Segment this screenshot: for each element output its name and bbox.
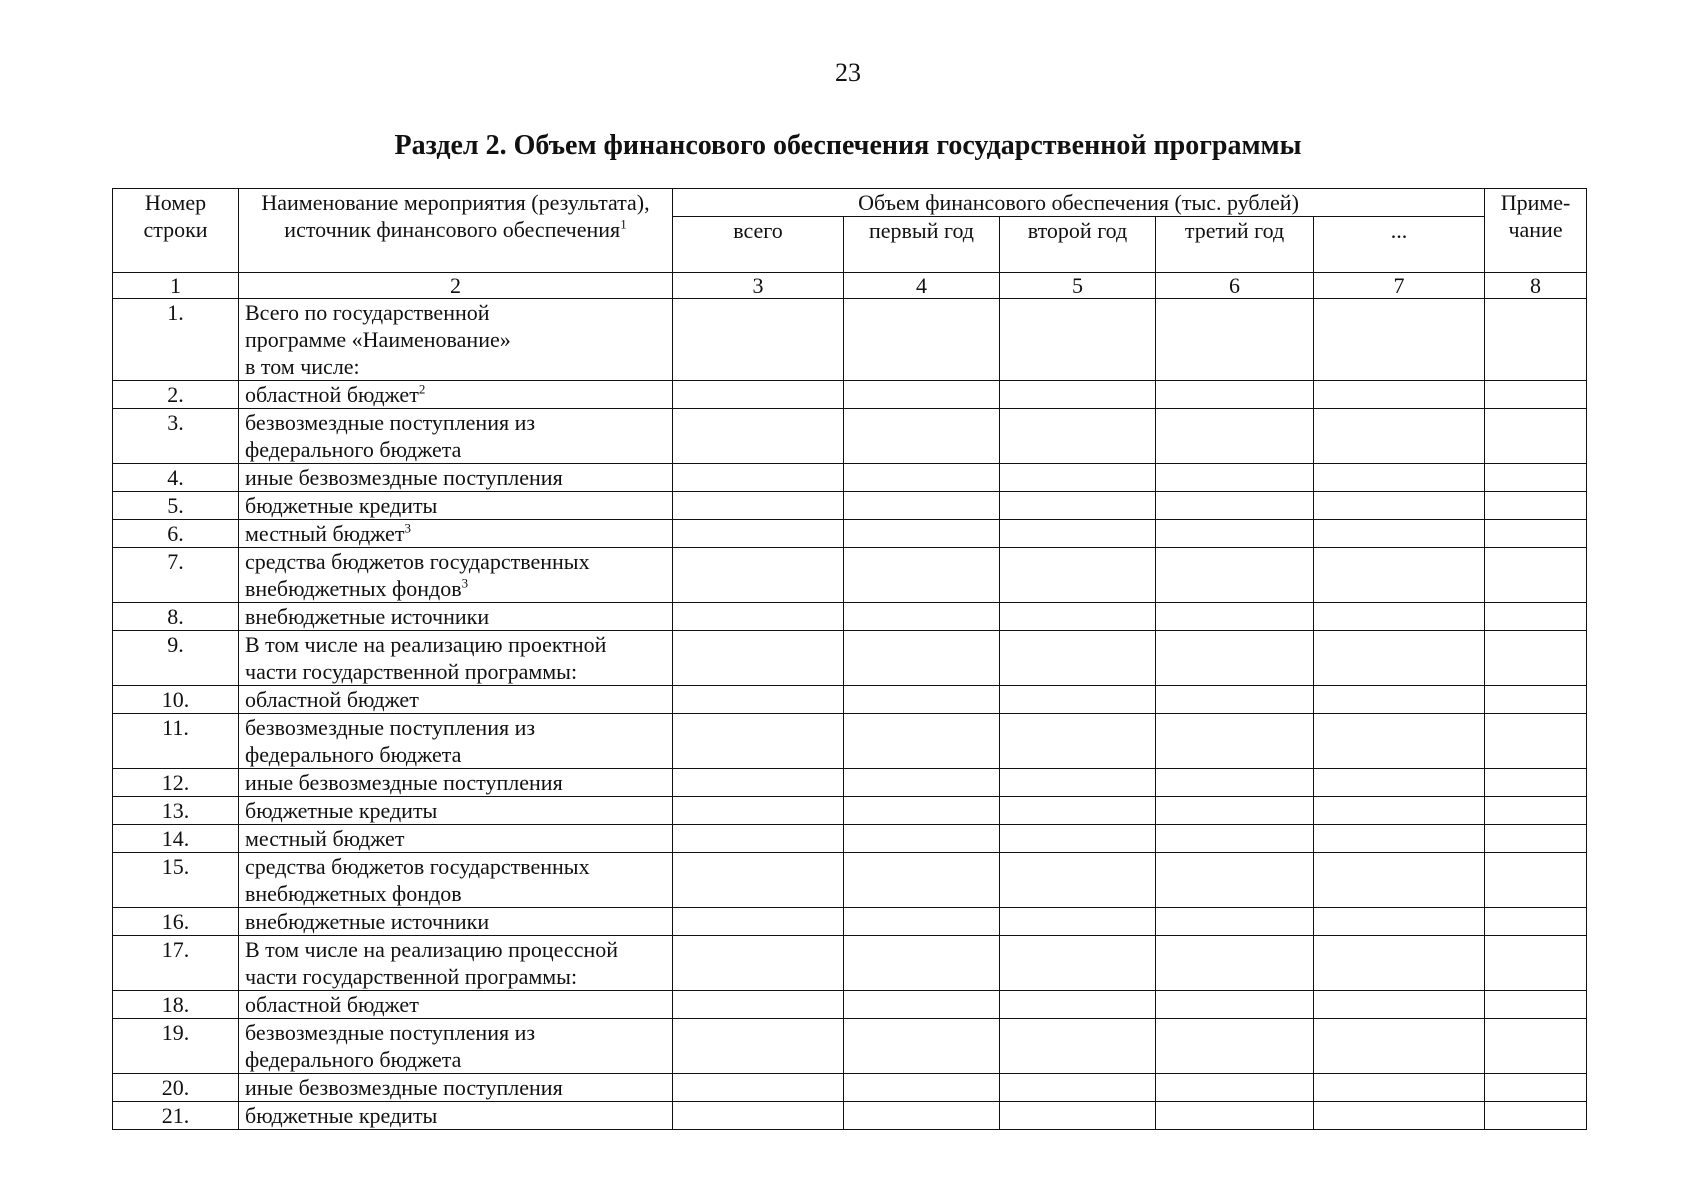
value-cell xyxy=(844,409,1000,464)
table-row xyxy=(113,492,1587,520)
column-number: 4 xyxy=(844,273,1000,299)
table-row xyxy=(113,631,1587,686)
value-cell xyxy=(844,631,1000,686)
value-cell xyxy=(1314,409,1485,464)
header-funding-group: Объем финансового обеспечения (тыс. рублей) xyxy=(673,189,1485,217)
row-name-text: внебюджетных фондов xyxy=(245,881,462,906)
row-name-line xyxy=(245,658,666,685)
value-cell xyxy=(1000,520,1156,548)
value-cell xyxy=(1156,492,1314,520)
table-row xyxy=(113,299,1587,381)
value-cell xyxy=(1156,464,1314,492)
value-cell xyxy=(673,769,844,797)
row-name-text: областной бюджет xyxy=(245,992,419,1017)
header-more: ... xyxy=(1314,217,1485,273)
value-cell xyxy=(1485,769,1587,797)
value-cell xyxy=(1314,991,1485,1019)
value-cell xyxy=(1314,797,1485,825)
value-cell xyxy=(1485,1019,1587,1074)
value-cell xyxy=(1156,1074,1314,1102)
value-cell xyxy=(1314,381,1485,409)
table-row xyxy=(113,686,1587,714)
value-cell xyxy=(1314,1102,1485,1130)
header-total: всего xyxy=(673,217,844,273)
row-name xyxy=(239,936,673,991)
value-cell xyxy=(1314,631,1485,686)
value-cell xyxy=(1000,1019,1156,1074)
value-cell xyxy=(1000,299,1156,381)
value-cell xyxy=(1000,936,1156,991)
header-year-3: третий год xyxy=(1156,217,1314,273)
value-cell xyxy=(673,299,844,381)
row-name-text: внебюджетные источники xyxy=(245,909,490,934)
row-name-line xyxy=(245,880,666,907)
row-name xyxy=(239,381,673,409)
value-cell xyxy=(1156,299,1314,381)
value-cell xyxy=(844,492,1000,520)
value-cell xyxy=(1314,1019,1485,1074)
row-name xyxy=(239,797,673,825)
table-row xyxy=(113,853,1587,908)
value-cell xyxy=(844,1074,1000,1102)
row-name xyxy=(239,1019,673,1074)
column-number: 8 xyxy=(1485,273,1587,299)
table-row xyxy=(113,409,1587,464)
row-name-line xyxy=(245,603,666,630)
footnote-mark: 2 xyxy=(418,381,426,397)
value-cell xyxy=(1156,631,1314,686)
header-note: Приме-чание xyxy=(1485,189,1587,273)
row-number: 14. xyxy=(113,825,239,853)
value-cell xyxy=(673,1019,844,1074)
row-name-text: части государственной программы: xyxy=(245,964,578,989)
row-name-line xyxy=(245,1046,666,1073)
row-number: 3. xyxy=(113,409,239,464)
row-name xyxy=(239,603,673,631)
row-number: 9. xyxy=(113,631,239,686)
value-cell xyxy=(1000,908,1156,936)
value-cell xyxy=(844,853,1000,908)
value-cell xyxy=(1156,853,1314,908)
value-cell xyxy=(1314,769,1485,797)
value-cell xyxy=(1314,492,1485,520)
row-number: 17. xyxy=(113,936,239,991)
row-name-text: программе «Наименование» xyxy=(245,327,511,352)
table-row xyxy=(113,548,1587,603)
value-cell xyxy=(844,936,1000,991)
value-cell xyxy=(844,299,1000,381)
header-event-name xyxy=(239,189,673,273)
value-cell xyxy=(1314,520,1485,548)
value-cell xyxy=(1156,686,1314,714)
header-event-name-text: Наименование мероприятия (результата), источник финансового обеспечения xyxy=(261,190,650,242)
row-name xyxy=(239,908,673,936)
row-name xyxy=(239,769,673,797)
value-cell xyxy=(1485,299,1587,381)
row-name xyxy=(239,991,673,1019)
value-cell xyxy=(673,853,844,908)
value-cell xyxy=(1485,492,1587,520)
row-name-line xyxy=(245,991,666,1018)
row-name-text: федерального бюджета xyxy=(245,742,462,767)
value-cell xyxy=(844,991,1000,1019)
value-cell xyxy=(1485,548,1587,603)
value-cell xyxy=(1000,991,1156,1019)
header-year-1: первый год xyxy=(844,217,1000,273)
row-name-text: в том числе: xyxy=(245,354,360,379)
row-number: 7. xyxy=(113,548,239,603)
row-name-text: В том числе на реализацию процессной xyxy=(245,937,619,962)
value-cell xyxy=(673,1102,844,1130)
value-cell xyxy=(1000,714,1156,769)
row-name-text: иные безвозмездные поступления xyxy=(245,465,563,490)
value-cell xyxy=(844,769,1000,797)
value-cell xyxy=(1485,381,1587,409)
row-number: 5. xyxy=(113,492,239,520)
value-cell xyxy=(1000,825,1156,853)
row-name-text: иные безвозмездные поступления xyxy=(245,770,563,795)
value-cell xyxy=(844,714,1000,769)
value-cell xyxy=(673,603,844,631)
row-name-text: федерального бюджета xyxy=(245,437,462,462)
header-year-2: второй год xyxy=(1000,217,1156,273)
table-row xyxy=(113,520,1587,548)
row-number: 19. xyxy=(113,1019,239,1074)
value-cell xyxy=(1314,299,1485,381)
row-name-text: части государственной программы: xyxy=(245,659,578,684)
value-cell xyxy=(844,603,1000,631)
row-name-line xyxy=(245,686,666,713)
value-cell xyxy=(1314,714,1485,769)
value-cell xyxy=(1000,548,1156,603)
value-cell xyxy=(673,492,844,520)
value-cell xyxy=(1156,381,1314,409)
row-name-text: безвозмездные поступления из xyxy=(245,410,536,435)
row-name xyxy=(239,492,673,520)
value-cell xyxy=(1485,825,1587,853)
value-cell xyxy=(844,381,1000,409)
row-name-text: местный бюджет xyxy=(245,521,405,546)
column-number: 7 xyxy=(1314,273,1485,299)
table-row xyxy=(113,1102,1587,1130)
value-cell xyxy=(1156,991,1314,1019)
row-name-line xyxy=(245,353,666,380)
row-number: 6. xyxy=(113,520,239,548)
row-name-line xyxy=(245,492,666,519)
column-number: 2 xyxy=(239,273,673,299)
row-name-text: средства бюджетов государственных xyxy=(245,854,590,879)
value-cell xyxy=(1000,492,1156,520)
row-name-line xyxy=(245,1102,666,1129)
row-name-text: Всего по государственной xyxy=(245,300,490,325)
value-cell xyxy=(1314,853,1485,908)
value-cell xyxy=(1156,409,1314,464)
value-cell xyxy=(1314,1074,1485,1102)
table-row xyxy=(113,603,1587,631)
row-name xyxy=(239,853,673,908)
value-cell xyxy=(673,991,844,1019)
table-row xyxy=(113,991,1587,1019)
row-name-line xyxy=(245,326,666,353)
value-cell xyxy=(844,520,1000,548)
row-name-text: безвозмездные поступления из xyxy=(245,1020,536,1045)
value-cell xyxy=(1156,1019,1314,1074)
page-title: Раздел 2. Объем финансового обеспечения государственной программы xyxy=(394,130,1302,161)
row-name-text: бюджетные кредиты xyxy=(245,798,438,823)
value-cell xyxy=(1485,936,1587,991)
value-cell xyxy=(673,381,844,409)
value-cell xyxy=(1485,409,1587,464)
row-number: 15. xyxy=(113,853,239,908)
row-number: 2. xyxy=(113,381,239,409)
row-number: 8. xyxy=(113,603,239,631)
value-cell xyxy=(1485,464,1587,492)
value-cell xyxy=(1314,548,1485,603)
value-cell xyxy=(1485,631,1587,686)
value-cell xyxy=(1314,908,1485,936)
header-row-number: Номер строки xyxy=(113,189,239,273)
column-number: 3 xyxy=(673,273,844,299)
row-name-text: безвозмездные поступления из xyxy=(245,715,536,740)
value-cell xyxy=(1485,520,1587,548)
row-name xyxy=(239,714,673,769)
value-cell xyxy=(673,548,844,603)
table-row xyxy=(113,769,1587,797)
value-cell xyxy=(844,548,1000,603)
row-name-text: федерального бюджета xyxy=(245,1047,462,1072)
value-cell xyxy=(1000,631,1156,686)
value-cell xyxy=(673,520,844,548)
row-name-line xyxy=(245,548,666,575)
value-cell xyxy=(673,908,844,936)
table-row xyxy=(113,908,1587,936)
value-cell xyxy=(844,797,1000,825)
row-name-line xyxy=(245,769,666,796)
value-cell xyxy=(1000,769,1156,797)
row-name-line xyxy=(245,464,666,491)
footnote-mark: 3 xyxy=(461,575,469,591)
row-number: 1. xyxy=(113,299,239,381)
row-name-line xyxy=(245,631,666,658)
value-cell xyxy=(1000,853,1156,908)
value-cell xyxy=(1000,686,1156,714)
value-cell xyxy=(1156,825,1314,853)
value-cell xyxy=(1156,714,1314,769)
row-name-line xyxy=(245,1019,666,1046)
value-cell xyxy=(844,825,1000,853)
value-cell xyxy=(1314,464,1485,492)
row-number: 18. xyxy=(113,991,239,1019)
value-cell xyxy=(1314,936,1485,991)
value-cell xyxy=(1314,603,1485,631)
row-number: 12. xyxy=(113,769,239,797)
table-row xyxy=(113,825,1587,853)
row-name-text: внебюджетные источники xyxy=(245,604,490,629)
value-cell xyxy=(1156,1102,1314,1130)
value-cell xyxy=(673,464,844,492)
row-name xyxy=(239,825,673,853)
value-cell xyxy=(1156,769,1314,797)
value-cell xyxy=(1156,603,1314,631)
value-cell xyxy=(1485,1102,1587,1130)
row-name xyxy=(239,1102,673,1130)
row-name xyxy=(239,631,673,686)
row-number: 4. xyxy=(113,464,239,492)
value-cell xyxy=(1485,908,1587,936)
value-cell xyxy=(673,686,844,714)
row-name-line xyxy=(245,520,666,547)
row-name-line xyxy=(245,436,666,463)
value-cell xyxy=(1485,853,1587,908)
value-cell xyxy=(1000,603,1156,631)
value-cell xyxy=(1485,991,1587,1019)
value-cell xyxy=(844,686,1000,714)
row-name xyxy=(239,520,673,548)
value-cell xyxy=(1000,1074,1156,1102)
value-cell xyxy=(1000,464,1156,492)
row-name xyxy=(239,686,673,714)
value-cell xyxy=(673,714,844,769)
value-cell xyxy=(1156,908,1314,936)
row-name-text: бюджетные кредиты xyxy=(245,1103,438,1128)
row-name-line xyxy=(245,409,666,436)
row-number: 16. xyxy=(113,908,239,936)
row-number: 20. xyxy=(113,1074,239,1102)
column-number: 5 xyxy=(1000,273,1156,299)
table-row xyxy=(113,1019,1587,1074)
row-name-text: бюджетные кредиты xyxy=(245,493,438,518)
table-row xyxy=(113,464,1587,492)
value-cell xyxy=(673,631,844,686)
row-name-line xyxy=(245,963,666,990)
column-number: 1 xyxy=(113,273,239,299)
row-name-line xyxy=(245,797,666,824)
row-name-text: средства бюджетов государственных xyxy=(245,549,590,574)
row-name-text: областной бюджет xyxy=(245,382,419,407)
funding-table xyxy=(112,188,1587,1130)
value-cell xyxy=(1314,825,1485,853)
row-name-text: иные безвозмездные поступления xyxy=(245,1075,563,1100)
value-cell xyxy=(673,1074,844,1102)
row-name-text: областной бюджет xyxy=(245,687,419,712)
row-number: 21. xyxy=(113,1102,239,1130)
value-cell xyxy=(1000,797,1156,825)
row-name-line xyxy=(245,299,666,326)
row-number: 10. xyxy=(113,686,239,714)
row-name-line xyxy=(245,714,666,741)
footnote-mark: 1 xyxy=(620,216,627,232)
value-cell xyxy=(673,936,844,991)
page-number: 23 xyxy=(835,58,861,87)
row-name-line xyxy=(245,741,666,768)
value-cell xyxy=(1485,714,1587,769)
row-name xyxy=(239,464,673,492)
row-name-line xyxy=(245,908,666,935)
value-cell xyxy=(1156,548,1314,603)
row-number: 13. xyxy=(113,797,239,825)
value-cell xyxy=(844,1019,1000,1074)
value-cell xyxy=(1000,1102,1156,1130)
value-cell xyxy=(1000,409,1156,464)
row-name-line xyxy=(245,1074,666,1101)
row-name-line xyxy=(245,936,666,963)
table-row xyxy=(113,797,1587,825)
table-row xyxy=(113,1074,1587,1102)
value-cell xyxy=(1000,381,1156,409)
row-name-line xyxy=(245,853,666,880)
row-name xyxy=(239,299,673,381)
table-row xyxy=(113,714,1587,769)
value-cell xyxy=(1485,686,1587,714)
row-name-line xyxy=(245,825,666,852)
row-name-text: местный бюджет xyxy=(245,826,405,851)
value-cell xyxy=(1314,686,1485,714)
table-row xyxy=(113,381,1587,409)
row-name xyxy=(239,1074,673,1102)
value-cell xyxy=(844,908,1000,936)
value-cell xyxy=(1156,797,1314,825)
value-cell xyxy=(673,409,844,464)
row-name xyxy=(239,409,673,464)
value-cell xyxy=(673,825,844,853)
value-cell xyxy=(1485,603,1587,631)
value-cell xyxy=(1485,1074,1587,1102)
table-row xyxy=(113,936,1587,991)
value-cell xyxy=(844,464,1000,492)
row-name-line xyxy=(245,575,666,602)
footnote-mark: 3 xyxy=(404,520,411,536)
row-name-text: внебюджетных фондов xyxy=(245,576,462,601)
row-name-text: В том числе на реализацию проектной xyxy=(245,632,607,657)
row-name-line xyxy=(245,381,666,408)
value-cell xyxy=(1156,936,1314,991)
row-number: 11. xyxy=(113,714,239,769)
value-cell xyxy=(673,797,844,825)
column-number: 6 xyxy=(1156,273,1314,299)
value-cell xyxy=(1485,797,1587,825)
value-cell xyxy=(1156,520,1314,548)
value-cell xyxy=(844,1102,1000,1130)
row-name xyxy=(239,548,673,603)
